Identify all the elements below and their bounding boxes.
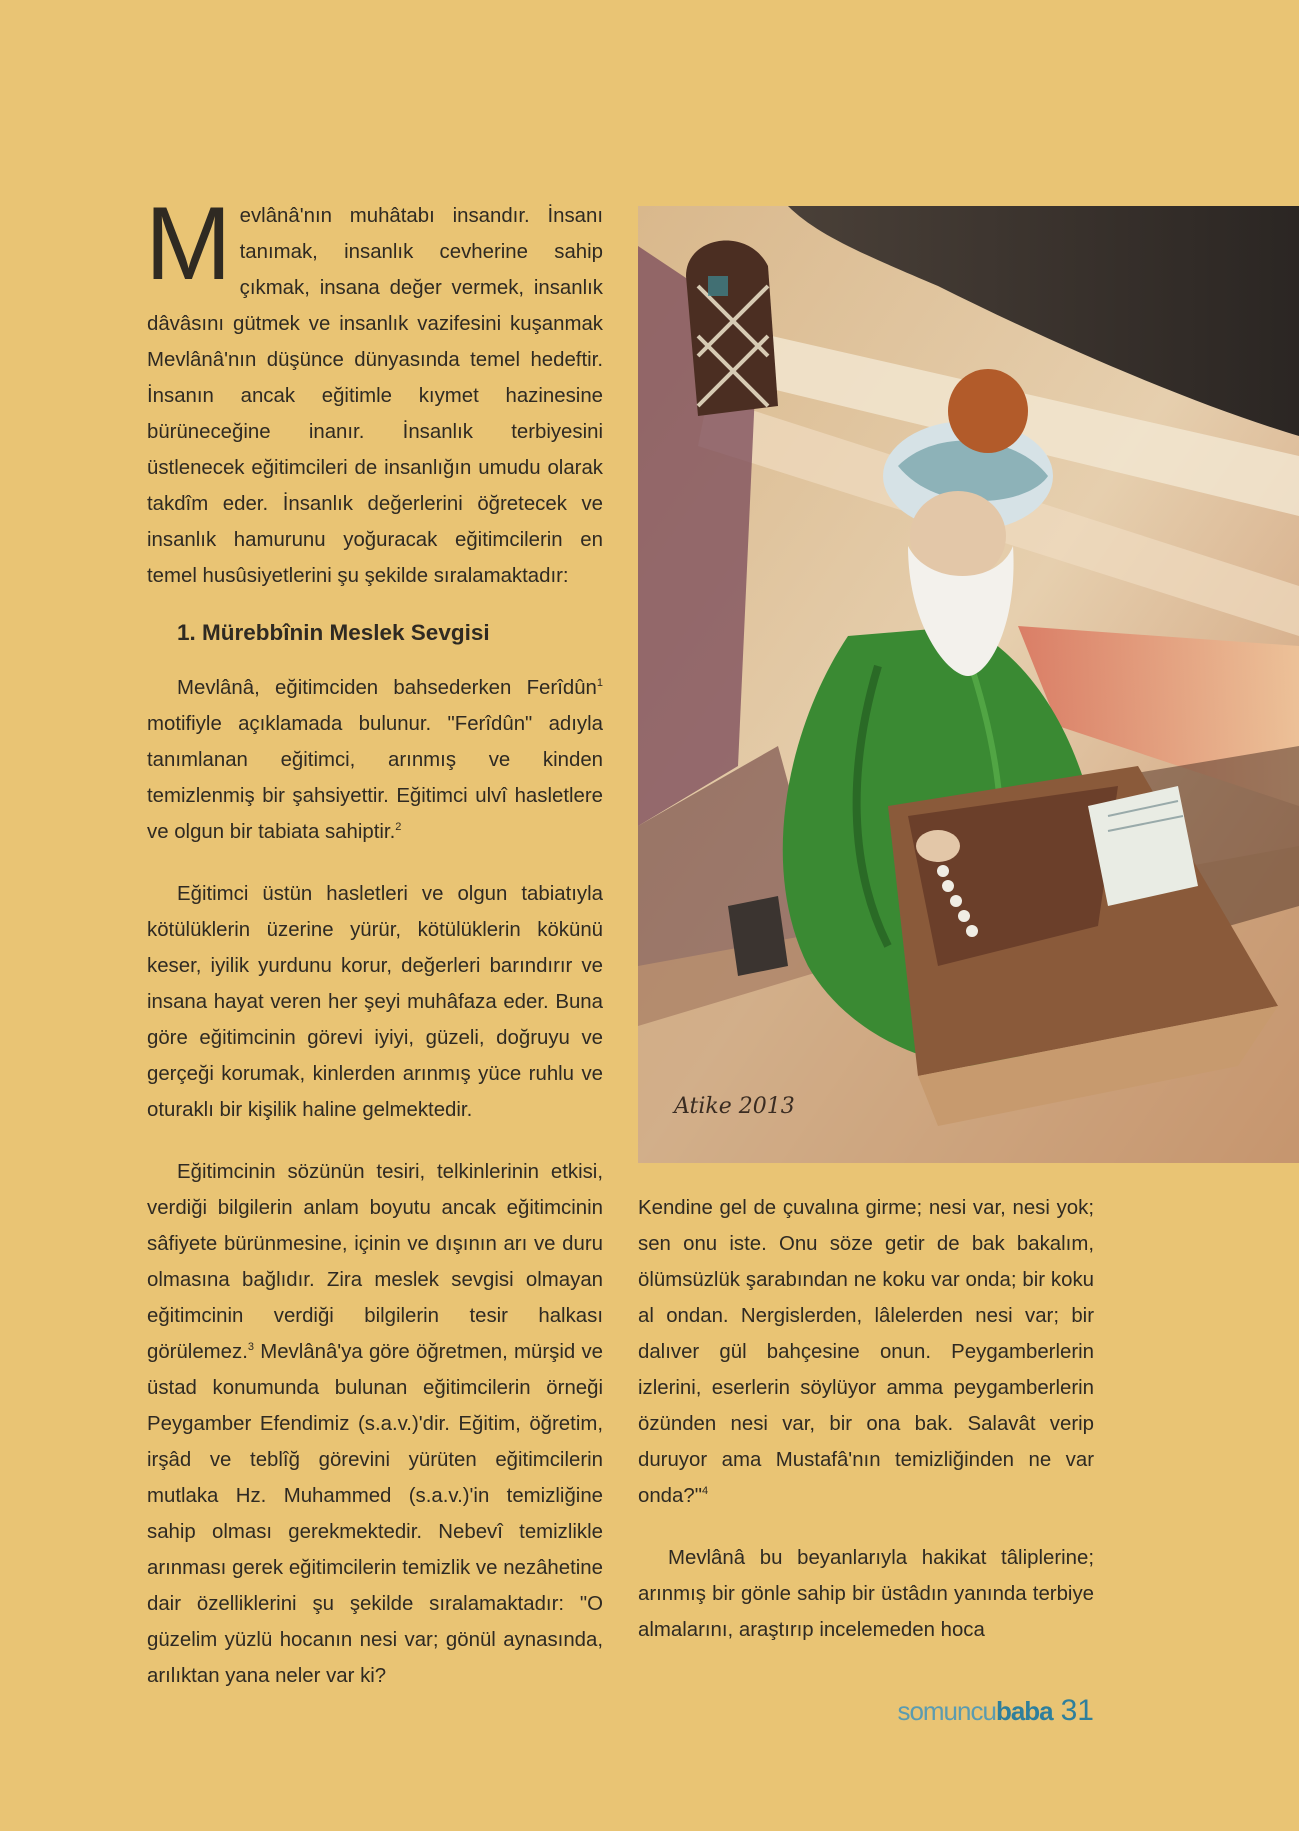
brand-logo — [897, 1696, 1052, 1727]
paragraph-2: Eğitimci üstün hasletleri ve olgun tabiatıyla kötülüklerin üzerine yürür, kötülüklerin kökünü keser, iyilik yurdunu korur, değerleri barındırır ve insana hayat veren her şeyi muhâfaza eder. Buna göre eğitimcinin görevi iyiyi, güzeli, doğruyu ve gerçeği korumak, kinlerden arınmış yüce ruhlu ve oturaklı bir kişilik haline gelmektedir. — [147, 883, 603, 1121]
drop-cap: M — [145, 186, 232, 302]
left-column — [145, 186, 603, 1694]
paragraph-1-text-b: motifiyle açıklamada bulunur. "Ferîdûn" adıyla tanımlanan eğitimci, arınmış ve kinden temizlenmiş bir şahsiyettir. Eğitimci ulvî hasletlere ve olgun bir tabiata sahiptir. — [147, 713, 603, 843]
footnote-ref-1: 1 — [596, 677, 603, 690]
paragraph-3-text-b: Mevlânâ'ya göre öğretmen, mürşid ve üstad konumunda bulunan eğitimcilerin örneği Peygamber Efendimiz (s.a.v.)'dir. Eğitim, öğretim, irşâd ve teblîğ görevini yürüten eğitimcilerin mutlaka Hz. Muhammed (s.a.v.)'in temizliğine sahip olması gerekmektedir. Nebevî temizlikle arınması gerek eğitimcilerin temizlik ve nezâhetine dair özelliklerini şu şekilde sıralamaktadır: "O güzelim yüzlü hocanın nesi var; gönül aynasında, arılıktan yana neler var ki? — [147, 1341, 603, 1687]
paragraph-1 — [147, 670, 603, 850]
intro-text: evlânâ'nın muhâtabı insandır. İnsanı tanımak, insanlık cevherine sahip çıkmak, insana değer vermek, insanlık dâvâsını gütmek ve insanlık vazifesini kuşanmak Mevlânâ'nın düşünce dünyasında temel hedeftir. İnsanın ancak eğitimle kıymet hazinesine bürüneceğine inanır. İnsanlık terbiyesini üstlenecek eğitimcileri de insanlığın umudu olarak takdîm eder. İnsanlık değerlerini öğretecek ve insanlık hamurunu yoğuracak eğitimcilerin en temel husûsiyetlerini şu şekilde sıralamaktadır: — [147, 205, 603, 587]
paragraph-4 — [638, 1190, 1094, 1514]
paragraph-4-text: Kendine gel de çuvalına girme; nesi var, nesi yok; sen onu iste. Onu söze getir de bak bakalım, ölümsüzlük şarabından ne koku var onda; bir koku al ondan. Nergislerden, lâlelerden nesi var; bir dalıver gül bahçesine onun. Peygamberlerin izlerini, eserlerin söylüyor amma peygamberlerin özünden nesi var, bir ona bak. Salavât verip duruyor ama Mustafâ'nın temizliğinden ne var onda?" — [638, 1197, 1094, 1507]
brand-name-part-1: somuncu — [897, 1696, 996, 1726]
paragraph-3-text-a: Eğitimcinin sözünün tesiri, telkinlerinin etkisi, verdiği bilgilerin anlam boyutu ancak eğitimcinin sâfiyete bürünmesine, içinin ve dışının arı ve duru olmasına bağlıdır. Zira meslek sevgisi olmayan eğitimcinin verdiği bilgilerin tesir halkası görülemez. — [147, 1161, 603, 1363]
paragraph-5: Mevlânâ bu beyanlarıyla hakikat tâliplerine; arınmış bir gönle sahip bir üstâdın yanında terbiye almalarını, araştırıp incelemeden hoca — [638, 1547, 1094, 1641]
footnote-ref-2: 2 — [395, 821, 402, 834]
footnote-ref-4: 4 — [701, 1485, 709, 1498]
page-number: 31 — [1060, 1694, 1094, 1727]
section-heading: 1. Mürebbînin Meslek Sevgisi — [177, 620, 490, 645]
painting-signature: Atike 2013 — [674, 1094, 795, 1119]
paragraph-3 — [147, 1154, 603, 1694]
intro-paragraph — [145, 186, 603, 594]
paragraph-1-text-a: Mevlânâ, eğitimciden bahsederken Ferîdûn — [177, 677, 597, 699]
page-footer — [897, 1694, 1094, 1728]
watercolor-painting — [638, 206, 1299, 1163]
brand-name-part-2: baba — [995, 1696, 1053, 1726]
right-column — [638, 1190, 1094, 1648]
footnote-ref-3: 3 — [247, 1341, 254, 1354]
